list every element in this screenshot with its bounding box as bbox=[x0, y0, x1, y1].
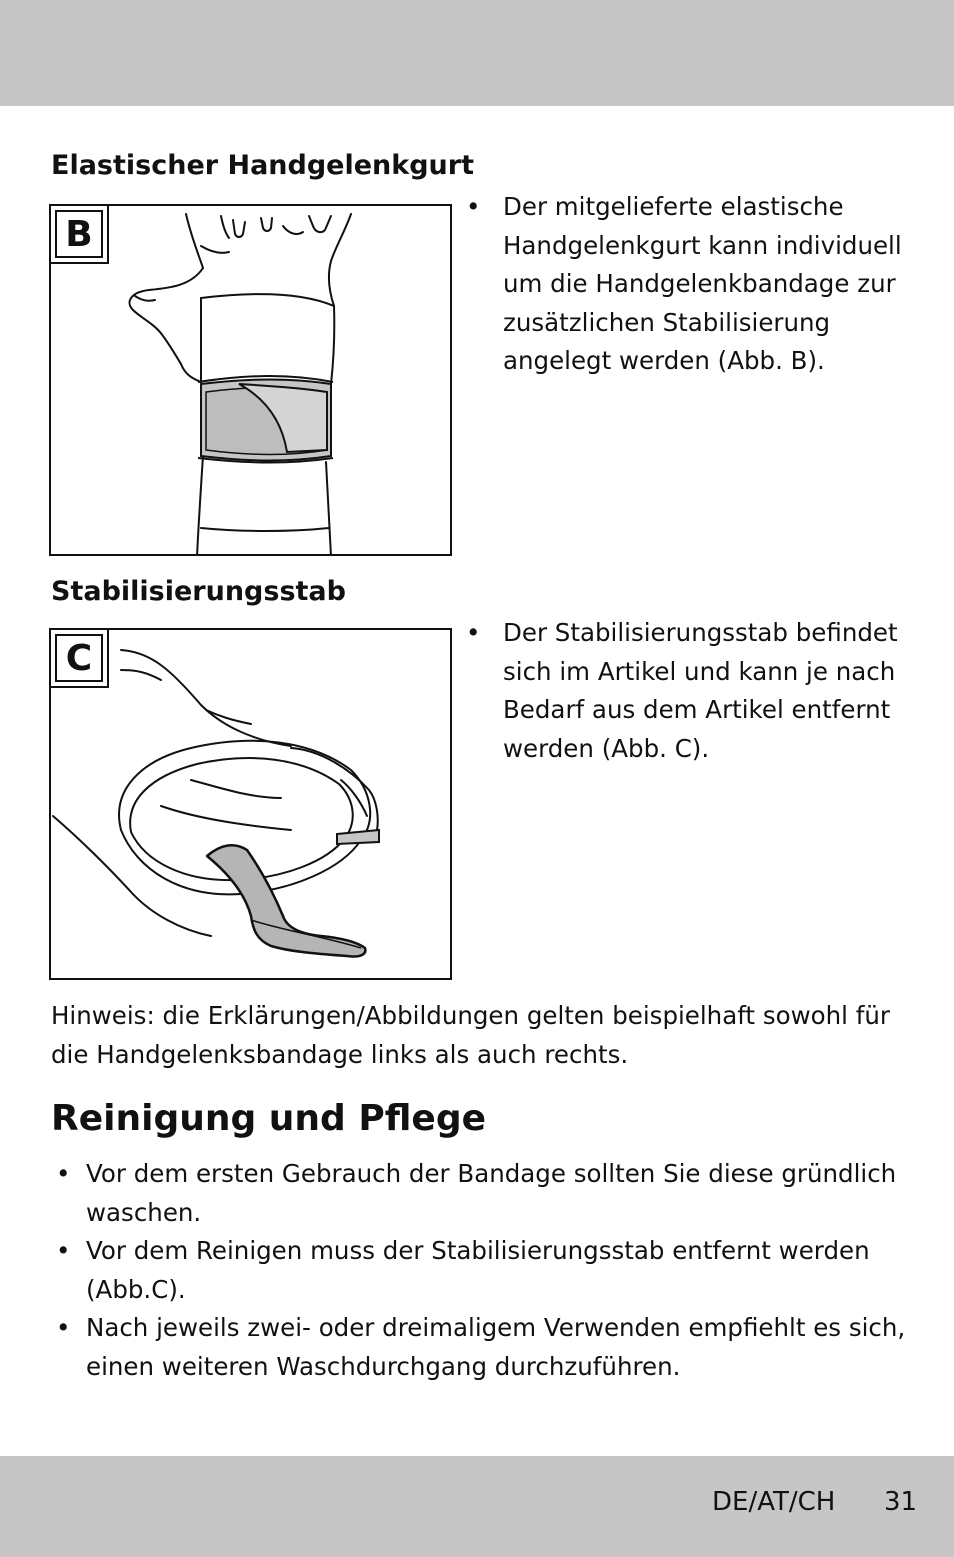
list-item bbox=[51, 1232, 921, 1309]
list-item bbox=[51, 1309, 921, 1386]
bullet-icon: • bbox=[56, 1159, 71, 1188]
section-c-heading: Stabilisierungsstab bbox=[51, 576, 346, 607]
figure-b-label: B bbox=[51, 206, 109, 264]
page-number: 31 bbox=[884, 1487, 918, 1517]
care-item-text: Vor dem Reinigen muss der Stabilisierungsstab entfernt werden (Abb.C). bbox=[86, 1236, 870, 1304]
bullet-icon: • bbox=[466, 618, 481, 647]
bullet-icon: • bbox=[56, 1236, 71, 1265]
wrist-strap-illustration bbox=[51, 206, 452, 556]
care-item-text: Vor dem ersten Gebrauch der Bandage sollten Sie diese gründlich waschen. bbox=[86, 1159, 897, 1227]
care-heading: Reinigung und Pflege bbox=[51, 1098, 487, 1139]
figure-c bbox=[49, 628, 452, 980]
section-b-bullet bbox=[466, 188, 916, 381]
figure-b bbox=[49, 204, 452, 556]
section-b-heading: Elastischer Handgelenkgurt bbox=[51, 150, 474, 181]
section-c-bullet bbox=[466, 614, 916, 768]
section-b-bullet-text: Der mitgelieferte elastische Handgelenkgurt kann individuell um die Handgelenkbandage zur zusätzlichen Stabilisierung angelegt werden (Abb. B). bbox=[503, 192, 902, 375]
bullet-icon: • bbox=[466, 192, 481, 221]
stabilizer-stay-illustration bbox=[51, 630, 452, 980]
header-bar bbox=[0, 0, 954, 106]
list-item bbox=[51, 1155, 921, 1232]
note-text: Hinweis: die Erklärungen/Abbildungen gelten beispielhaft sowohl für die Handgelenksbandage links als auch rechts. bbox=[51, 1001, 890, 1069]
care-list bbox=[51, 1155, 921, 1386]
footer-region: DE/AT/CH bbox=[712, 1487, 836, 1517]
figure-c-label: C bbox=[51, 630, 109, 688]
section-c-bullet-text: Der Stabilisierungsstab befindet sich im Artikel und kann je nach Bedarf aus dem Artikel entfernt werden (Abb. C). bbox=[503, 618, 898, 763]
care-item-text: Nach jeweils zwei- oder dreimaligem Verwenden empfiehlt es sich, einen weiteren Waschdurchgang durchzuführen. bbox=[86, 1313, 906, 1381]
bullet-icon: • bbox=[56, 1313, 71, 1342]
